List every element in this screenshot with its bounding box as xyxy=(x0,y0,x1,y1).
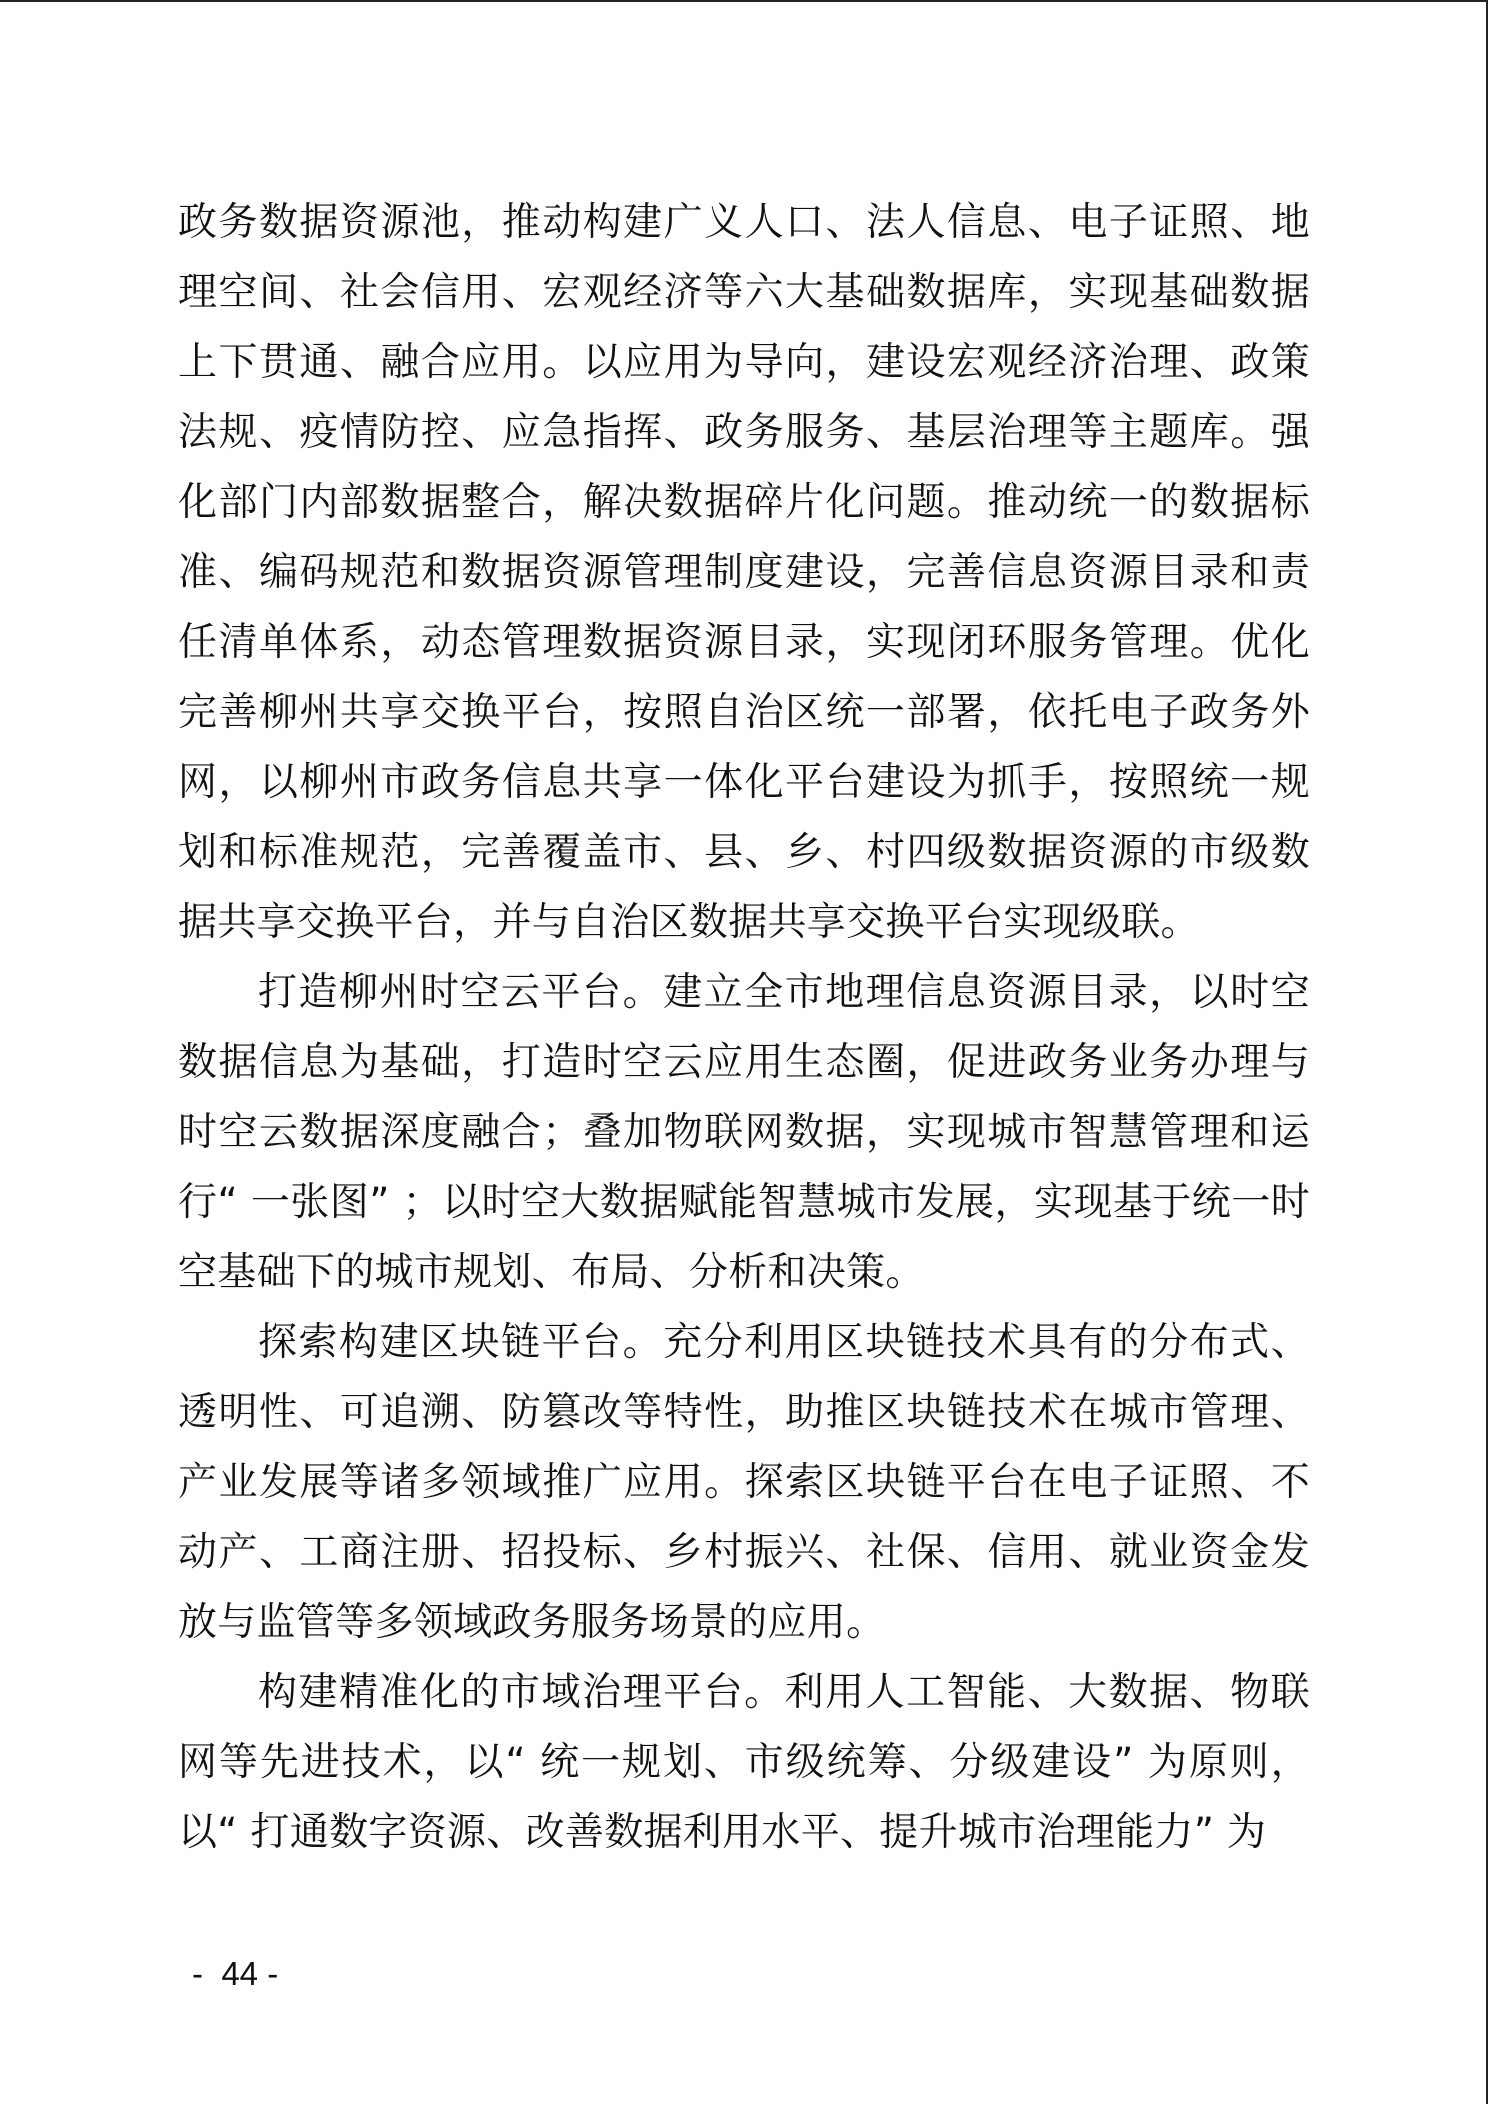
paragraph-city-governance-platform: 构建精准化的市域治理平台。利用人工智能、大数据、物联网等先进技术，以“ 统一规划、市级统筹、分级建设” 为原则，以“ 打通数字资源、改善数据利用水平、提升城市治理能力” 为 xyxy=(178,1670,1310,1855)
paragraph-data-resource-pool: 政务数据资源池，推动构建广义人口、法人信息、电子证照、地理空间、社会信用、宏观经济等六大基础数据库，实现基础数据上下贯通、融合应用。以应用为导向，建设宏观经济治理、政策法规、疫情防控、应急指挥、政务服务、基层治理等主题库。强化部门内部数据整合，解决数据碎片化问题。推动统一的数据标准、编码规范和数据资源管理制度建设，完善信息资源目录和责任清单体系，动态管理数据资源目录，实现闭环服务管理。优化完善柳州共享交换平台，按照自治区统一部署，依托电子政务外网，以柳州市政务信息共享一体化平台建设为抓手，按照统一规划和标准规范，完善覆盖市、县、乡、村四级数据资源的市级数据共享交换平台，并与自治区数据共享交换平台实现级联。 xyxy=(178,200,1310,945)
paragraph-blockchain-platform: 探索构建区块链平台。充分利用区块链技术具有的分布式、透明性、可追溯、防篡改等特性，助推区块链技术在城市管理、产业发展等诸多领域推广应用。探索区块链平台在电子证照、不动产、工商注册、招投标、乡村振兴、社保、信用、就业资金发放与监管等多领域政务服务场景的应用。 xyxy=(178,1320,1310,1645)
document-body xyxy=(178,188,1310,1868)
paragraph-spatiotemporal-cloud: 打造柳州时空云平台。建立全市地理信息资源目录，以时空数据信息为基础，打造时空云应用生态圈，促进政务业务办理与时空云数据深度融合；叠加物联网数据，实现城市智慧管理和运行“ 一张图” ；以时空大数据赋能智慧城市发展，实现基于统一时空基础下的城市规划、布局、分析和决策。 xyxy=(178,970,1310,1295)
page-top-border xyxy=(0,0,1488,2)
page-number: - 44 - xyxy=(192,1955,279,1992)
